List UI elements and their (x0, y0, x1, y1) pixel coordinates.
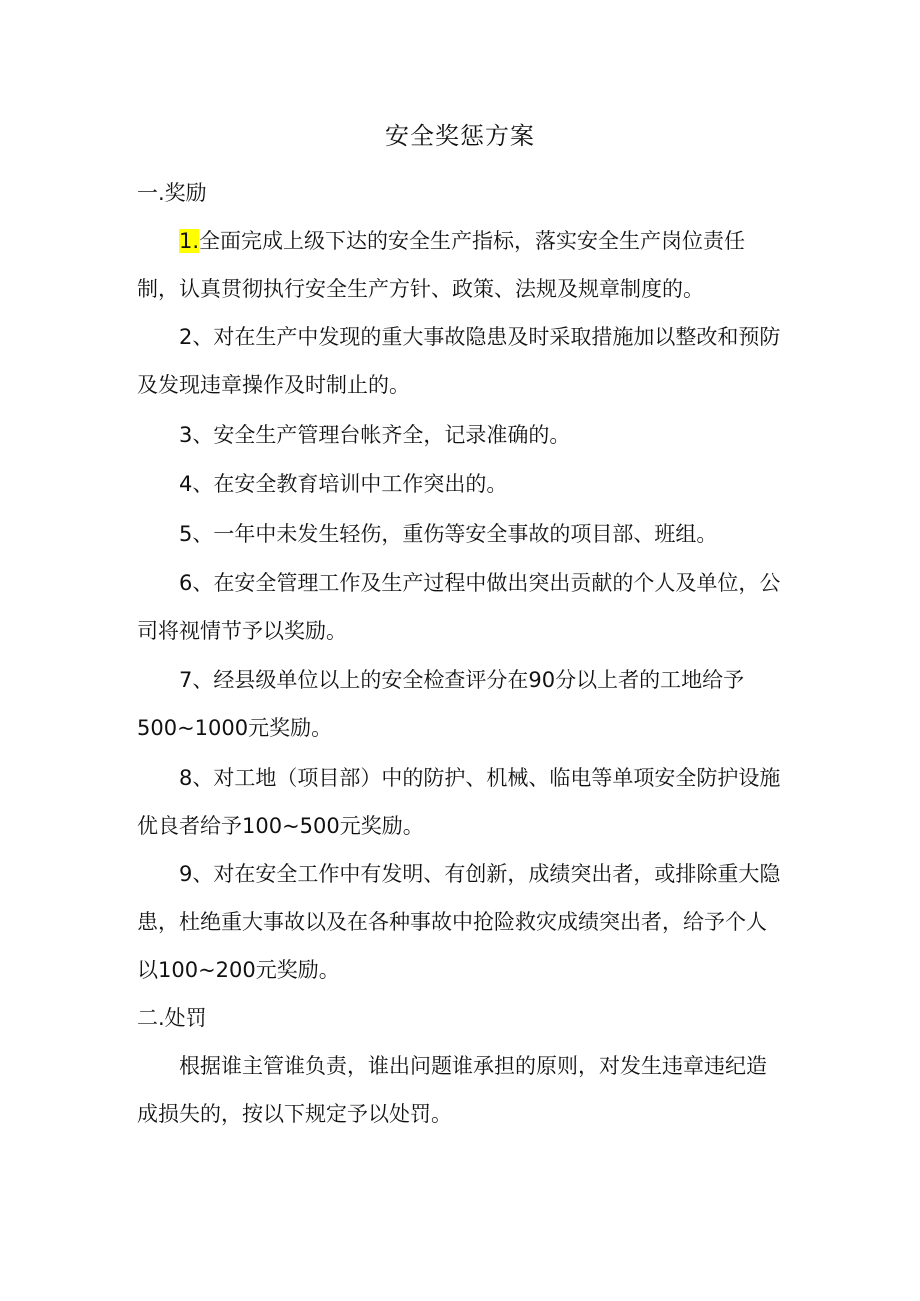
item-number-highlight: 1. (179, 229, 200, 253)
reward-item-2: 2、对在生产中发现的重大事故隐患及时采取措施加以整改和预防及发现违章操作及时制止的。 (137, 325, 781, 397)
section-heading-penalties: 二.处罚 (137, 1006, 207, 1030)
reward-item-1-text: 全面完成上级下达的安全生产指标，落实安全生产岗位责任制，认真贯彻执行安全生产方针、政策、法规及规章制度的。 (137, 229, 746, 301)
reward-item-9: 9、对在安全工作中有发明、有创新，成绩突出者，或排除重大隐患，杜绝重大事故以及在各种事故中抢险救灾成绩突出者，给予个人以100~200元奖励。 (137, 862, 781, 982)
document-title: 安全奖惩方案 (385, 122, 535, 150)
reward-item-5: 5、一年中未发生轻伤，重伤等安全事故的项目部、班组。 (179, 522, 718, 546)
reward-item-7: 7、经县级单位以上的安全检查评分在90分以上者的工地给予500~1000元奖励。 (137, 668, 745, 740)
section-heading-rewards: 一.奖励 (137, 181, 207, 205)
reward-item-1 (137, 217, 787, 313)
penalty-intro: 根据谁主管谁负责，谁出问题谁承担的原则，对发生违章违纪造成损失的，按以下规定予以处罚。 (137, 1054, 767, 1126)
reward-item-8: 8、对工地（项目部）中的防护、机械、临电等单项安全防护设施优良者给予100~500元奖励。 (137, 766, 781, 838)
reward-item-4: 4、在安全教育培训中工作突出的。 (179, 472, 508, 496)
reward-item-6: 6、在安全管理工作及生产过程中做出突出贡献的个人及单位，公司将视情节予以奖励。 (137, 571, 781, 643)
reward-item-3: 3、安全生产管理台帐齐全，记录准确的。 (179, 423, 571, 447)
